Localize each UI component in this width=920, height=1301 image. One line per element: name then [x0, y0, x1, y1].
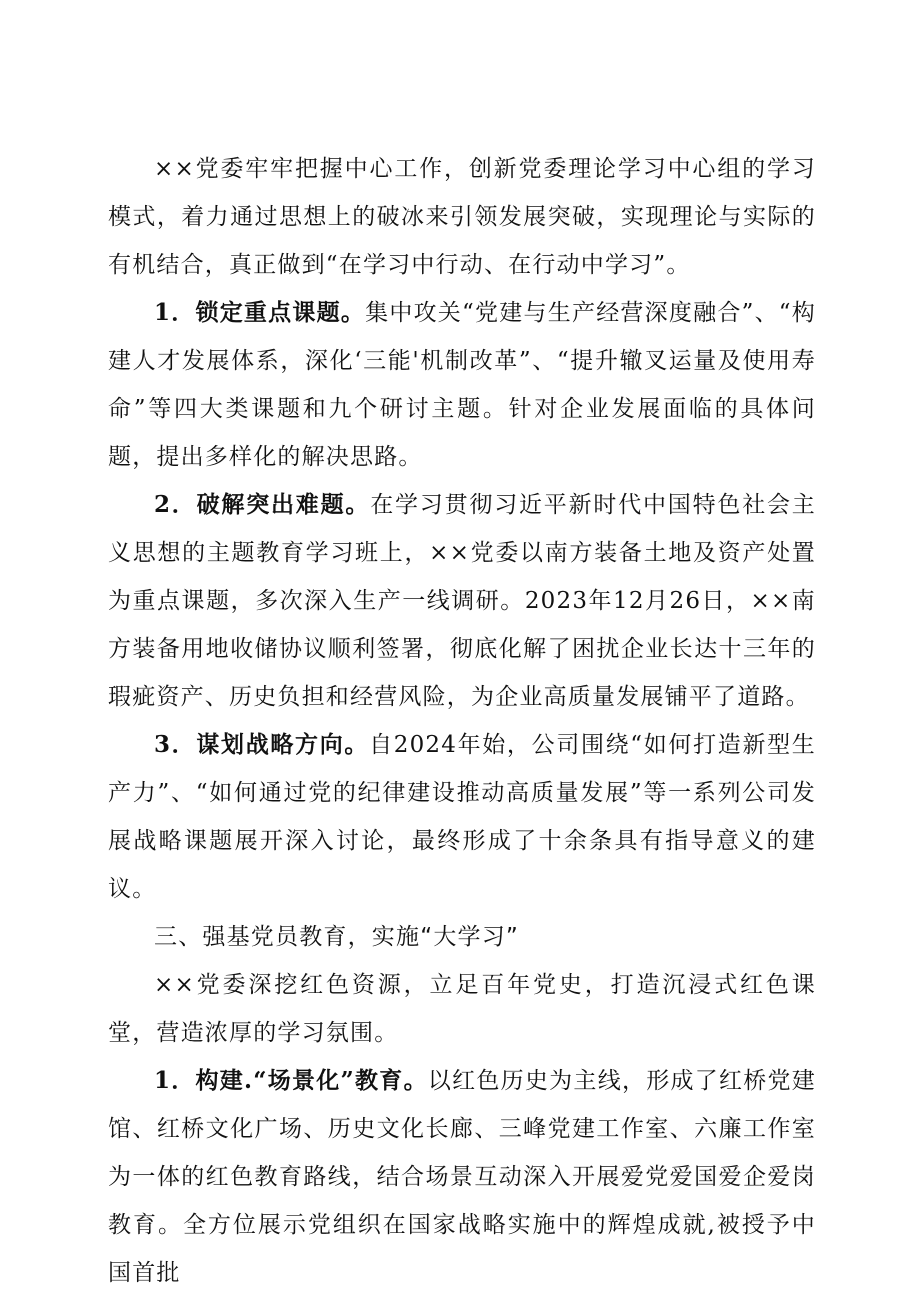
document-body: [108, 145, 816, 1297]
section-intro-text: ××党委深挖红色资源，立足百年党史，打造沉浸式红色课堂，营造浓厚的学习氛围。: [108, 972, 816, 1046]
item-body-3: 自2024年始，公司围绕“如何打造新型生产力”、“如何通过党的纪律建设推动高质量发展”等一系列公司发展战略课题展开深入讨论，最终形成了十余条具有指导意义的建议。: [108, 732, 816, 902]
item-body-1: 集中攻关“党建与生产经营深度融合”、“构建人才发展体系，深化‘三能'机制改革”、“提升辙叉运量及使用寿命”等四大类课题和九个研讨主题。针对企业发展面临的具体问题，提出多样化的解决思路。: [108, 300, 816, 470]
section-intro-paragraph: [108, 961, 816, 1057]
item-body-2: 在学习贯彻习近平新时代中国特色社会主义思想的主题教育学习班上，××党委以南方装备土地及资产处置为重点课题，多次深入生产一线调研。2023年12月26日，××南方装备用地收储协议顺利签署，彻底化解了困扰企业长达十三年的瑕疵资产、历史负担和经营风险，为企业高质量发展铺平了道路。: [108, 492, 816, 710]
item-lead-4: 1．构建.“场景化”教育。: [154, 1067, 428, 1094]
item-paragraph-1: [108, 289, 816, 481]
intro-paragraph: [108, 145, 816, 289]
item-paragraph-4: [108, 1057, 816, 1297]
intro-text: ××党委牢牢把握中心工作，创新党委理论学习中心组的学习模式，着力通过思想上的破冰来引领发展突破，实现理论与实际的有机结合，真正做到“在学习中行动、在行动中学习”。: [108, 156, 816, 278]
item-lead-3: 3．谋划战略方向。: [154, 731, 370, 758]
item-lead-1: 1．锁定重点课题。: [154, 299, 366, 326]
item-body-4: 以红色历史为主线，形成了红桥党建馆、红桥文化广场、历史文化长廊、三峰党建工作室、六廉工作室为一体的红色教育路线，结合场景互动深入开展爱党爱国爱企爱岗教育。全方位展示党组织在国家战略实施中的辉煌成就,被授予中国首批: [108, 1068, 816, 1286]
item-paragraph-3: [108, 721, 816, 913]
item-paragraph-2: [108, 481, 816, 721]
section-heading: 三、强基党员教育，实施“大学习”: [154, 924, 520, 950]
item-lead-2: 2．破解突出难题。: [154, 491, 371, 518]
